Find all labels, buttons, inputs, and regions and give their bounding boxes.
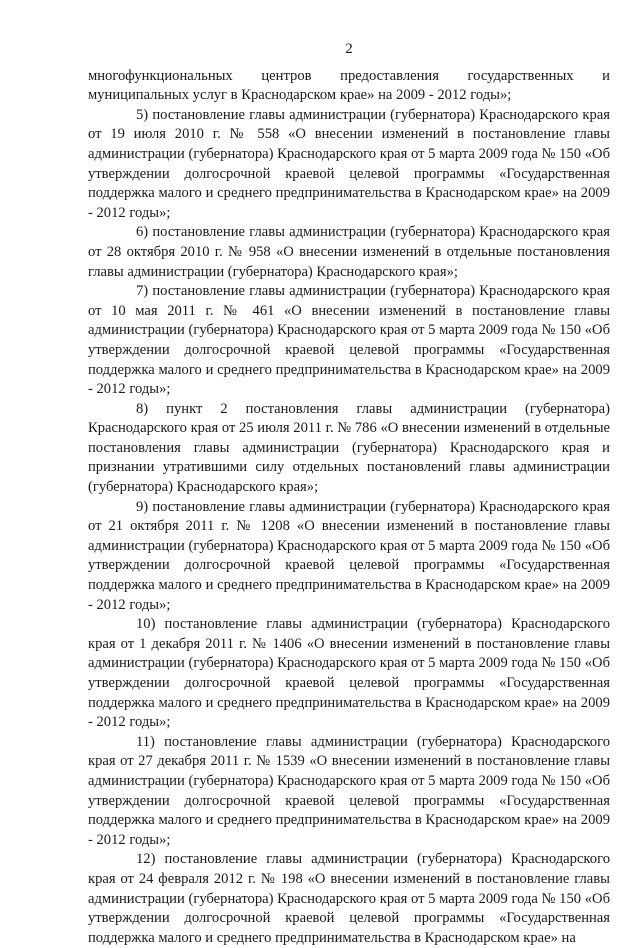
paragraph-continuation: многофункциональных центров предоставления государственных и муниципальных услуг в Краснодарском крае» на 2009 - 2012 годы»; — [88, 67, 610, 104]
paragraph-item-10: 10) постановление главы администрации (губернатора) Краснодарского края от 1 декабря 2011 г. № 1406 «О внесении изменений в постановление главы администрации (губернатора) Краснодарского края от 5 марта 2009 года № 150 «Об утверждении долгосрочной краевой целевой программы «Государственная поддержка малого и среднего предпринимательства в Краснодарском крае» на 2009 - 2012 годы»; — [88, 616, 610, 731]
paragraph-item-11: 11) постановление главы администрации (губернатора) Краснодарского края от 27 декабря 2011 г. № 1539 «О внесении изменений в постановление главы администрации (губернатора) Краснодарского края от 5 марта 2009 года № 150 «Об утверждении долгосрочной краевой целевой программы «Государственная поддержка малого и среднего предпринимательства в Краснодарском крае» на 2009 - 2012 годы»; — [88, 733, 610, 848]
document-page — [88, 40, 610, 948]
paragraph-item-12: 12) постановление главы администрации (губернатора) Краснодарского края от 24 февраля 2012 г. № 198 «О внесении изменений в постановление главы администрации (губернатора) Краснодарского края от 5 марта 2009 года № 150 «Об утверждении долгосрочной краевой целевой программы «Государственная поддержка малого и среднего предпринимательства в Краснодарском крае» на — [88, 851, 610, 946]
page-number: 2 — [345, 41, 353, 57]
paragraph-item-5: 5) постановление главы администрации (губернатора) Краснодарского края от 19 июля 2010 г. № 558 «О внесении изменений в постановление главы администрации (губернатора) Краснодарского края от 5 марта 2009 года № 150 «Об утверждении долгосрочной краевой целевой программы «Государственная поддержка малого и среднего предпринимательства в Краснодарском крае» на 2009 - 2012 годы»; — [88, 106, 610, 221]
paragraph-item-7: 7) постановление главы администрации (губернатора) Краснодарского края от 10 мая 2011 г. № 461 «О внесении изменений в постановление главы администрации (губернатора) Краснодарского края от 5 марта 2009 года № 150 «Об утверждении долгосрочной краевой целевой программы «Государственная поддержка малого и среднего предпринимательства в Краснодарском крае» на 2009 - 2012 годы»; — [88, 283, 610, 398]
paragraph-item-6: 6) постановление главы администрации (губернатора) Краснодарского края от 28 октября 2010 г. № 958 «О внесении изменений в отдельные постановления главы администрации (губернатора) Краснодарского края»; — [88, 224, 610, 280]
paragraph-item-8: 8) пункт 2 постановления главы администрации (губернатора) Краснодарского края от 25 июля 2011 г. № 786 «О внесении изменений в отдельные постановления главы администрации (губернатора) Краснодарского края и признании утратившими силу отдельных постановлений главы администрации (губернатора) Краснодарского края»; — [88, 400, 610, 496]
paragraph-item-9: 9) постановление главы администрации (губернатора) Краснодарского края от 21 октября 2011 г. № 1208 «О внесении изменений в постановление главы администрации (губернатора) Краснодарского края от 5 марта 2009 года № 150 «Об утверждении долгосрочной краевой целевой программы «Государственная поддержка малого и среднего предпринимательства в Краснодарском крае» на 2009 - 2012 годы»; — [88, 498, 610, 613]
